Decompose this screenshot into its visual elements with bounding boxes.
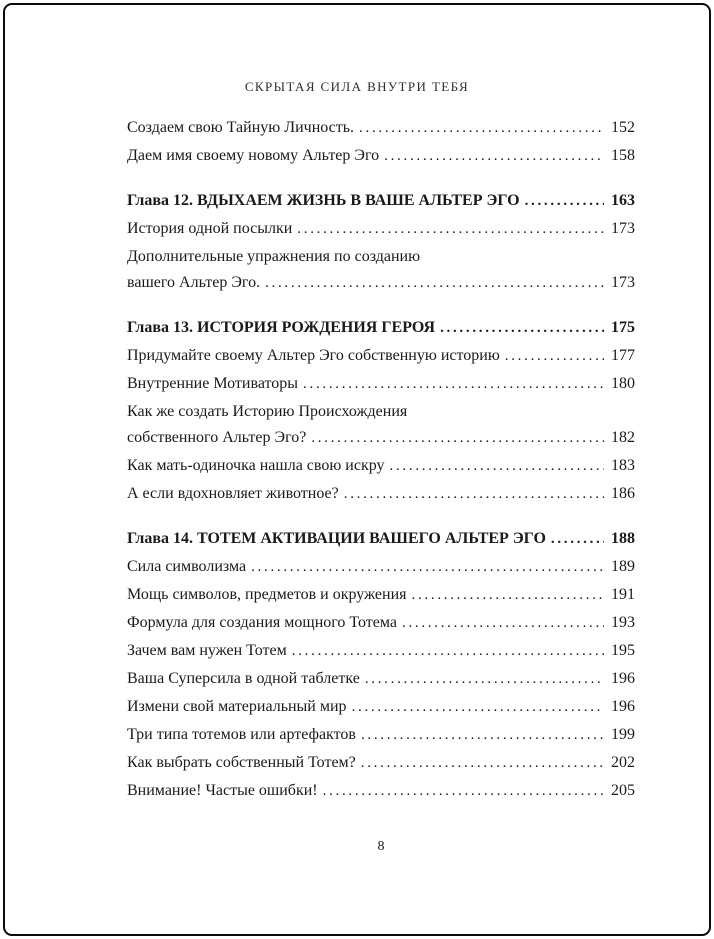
toc-entry-label: Как же создать Историю Происхождения: [127, 403, 408, 420]
toc-row: [127, 782, 635, 800]
toc-entry-label: Как выбрать собственный Тотем?: [127, 754, 356, 771]
toc-entry-label: Сила символизма: [127, 558, 247, 575]
toc-entry-page: 199: [611, 726, 635, 743]
toc-dot-leader: [297, 220, 604, 238]
toc-list: [127, 119, 635, 800]
toc-entry-label: Зачем вам нужен Тотем: [127, 642, 287, 659]
toc-dot-leader: [551, 530, 604, 548]
toc-dot-leader: [344, 485, 604, 503]
toc-entry-label: Глава 12. ВДЫХАЕМ ЖИЗНЬ В ВАШЕ АЛЬТЕР ЭГО: [127, 192, 520, 209]
toc-entry-page: 183: [611, 457, 635, 474]
toc-row: [127, 347, 635, 365]
toc-entry-label: Формула для создания мощного Тотема: [127, 614, 397, 631]
book-page: [3, 3, 711, 936]
toc-entry-page: 193: [611, 614, 635, 631]
toc-entry-label: История одной посылки: [127, 220, 293, 237]
toc-entry-label: Мощь символов, предметов и окружения: [127, 586, 407, 603]
toc-entry-label: Ваша Суперсила в одной таблетке: [127, 670, 360, 687]
toc-dot-leader: [412, 586, 604, 604]
toc-row: [127, 220, 635, 238]
toc-dot-leader: [361, 754, 604, 772]
toc-row: [127, 147, 635, 165]
toc-entry-page: 191: [611, 586, 635, 603]
running-header-title: СКРЫТАЯ СИЛА ВНУТРИ ТЕБЯ: [244, 79, 470, 94]
toc-dot-leader: [365, 670, 604, 688]
toc-dot-leader: [265, 274, 604, 292]
toc-entry-label: Три типа тотемов или артефактов: [127, 726, 356, 743]
toc-entry-label: Даем имя своему новому Альтер Эго: [127, 147, 380, 164]
toc-entry-label: Придумайте своему Альтер Эго собственную историю: [127, 347, 500, 364]
toc-row: [127, 614, 635, 632]
toc-entry-page: 196: [611, 670, 635, 687]
toc-entry-page: 182: [611, 429, 635, 446]
toc-row: [127, 403, 635, 421]
toc-entry-page: 188: [611, 530, 635, 547]
toc-entry-page: 195: [611, 642, 635, 659]
toc-entry-label: А если вдохновляет животное?: [127, 485, 339, 502]
toc-entry-label: Глава 13. ИСТОРИЯ РОЖДЕНИЯ ГЕРОЯ: [127, 319, 436, 336]
toc-row: [127, 754, 635, 772]
toc-row: [127, 375, 635, 393]
toc-entry-page: 202: [611, 754, 635, 771]
toc-entry-label: собственного Альтер Эго?: [127, 429, 307, 446]
toc-dot-leader: [311, 429, 604, 447]
toc-row: [127, 530, 635, 548]
toc-entry-label: Создаем свою Тайную Личность.: [127, 119, 355, 136]
toc-dot-leader: [303, 375, 604, 393]
toc-row: [127, 558, 635, 576]
toc-dot-leader: [292, 642, 604, 660]
toc-entry-page: 189: [611, 558, 635, 575]
toc-dot-leader: [384, 147, 604, 165]
toc-row: [127, 586, 635, 604]
page-number: 8: [377, 839, 385, 854]
toc-dot-leader: [402, 614, 604, 632]
toc-entry-label: Дополнительные упражнения по созданию: [127, 248, 421, 265]
toc-dot-leader: [251, 558, 604, 576]
toc-row: [127, 119, 635, 137]
toc-row: [127, 248, 635, 266]
toc-entry-page: 173: [611, 220, 635, 237]
toc-row: [127, 319, 635, 337]
toc-entry-label: Как мать-одиночка нашла свою искру: [127, 457, 385, 474]
toc-row: [127, 726, 635, 744]
toc-entry-page: 205: [611, 782, 635, 799]
toc-entry-page: 158: [611, 147, 635, 164]
toc-entry-page: 175: [611, 319, 635, 336]
toc-entry-page: 163: [611, 192, 635, 209]
toc-row: [127, 485, 635, 503]
toc-row: [127, 698, 635, 716]
toc-entry-page: 177: [611, 347, 635, 364]
toc-entry-page: 173: [611, 274, 635, 291]
toc-entry-label: вашего Альтер Эго.: [127, 274, 261, 291]
toc-row: [127, 429, 635, 447]
toc-entry-page: 180: [611, 375, 635, 392]
toc-dot-leader: [323, 782, 604, 800]
toc-dot-leader: [361, 726, 604, 744]
toc-dot-leader: [525, 192, 604, 210]
toc-entry-label: Внимание! Частые ошибки!: [127, 782, 318, 799]
toc-row: [127, 670, 635, 688]
toc-entry-label: Измени свой материальный мир: [127, 698, 347, 715]
toc-dot-leader: [390, 457, 604, 475]
toc-row: [127, 274, 635, 292]
toc-entry-label: Внутренние Мотиваторы: [127, 375, 299, 392]
toc-row: [127, 642, 635, 660]
toc-entry-page: 196: [611, 698, 635, 715]
toc-entry-label: Глава 14. ТОТЕМ АКТИВАЦИИ ВАШЕГО АЛЬТЕР ЭГО: [127, 530, 546, 547]
toc-row: [127, 457, 635, 475]
toc-entry-page: 186: [611, 485, 635, 502]
toc-dot-leader: [505, 347, 604, 365]
toc-entry-page: 152: [611, 119, 635, 136]
toc-dot-leader: [352, 698, 604, 716]
toc-row: [127, 192, 635, 210]
toc-dot-leader: [359, 119, 604, 137]
toc-dot-leader: [440, 319, 604, 337]
